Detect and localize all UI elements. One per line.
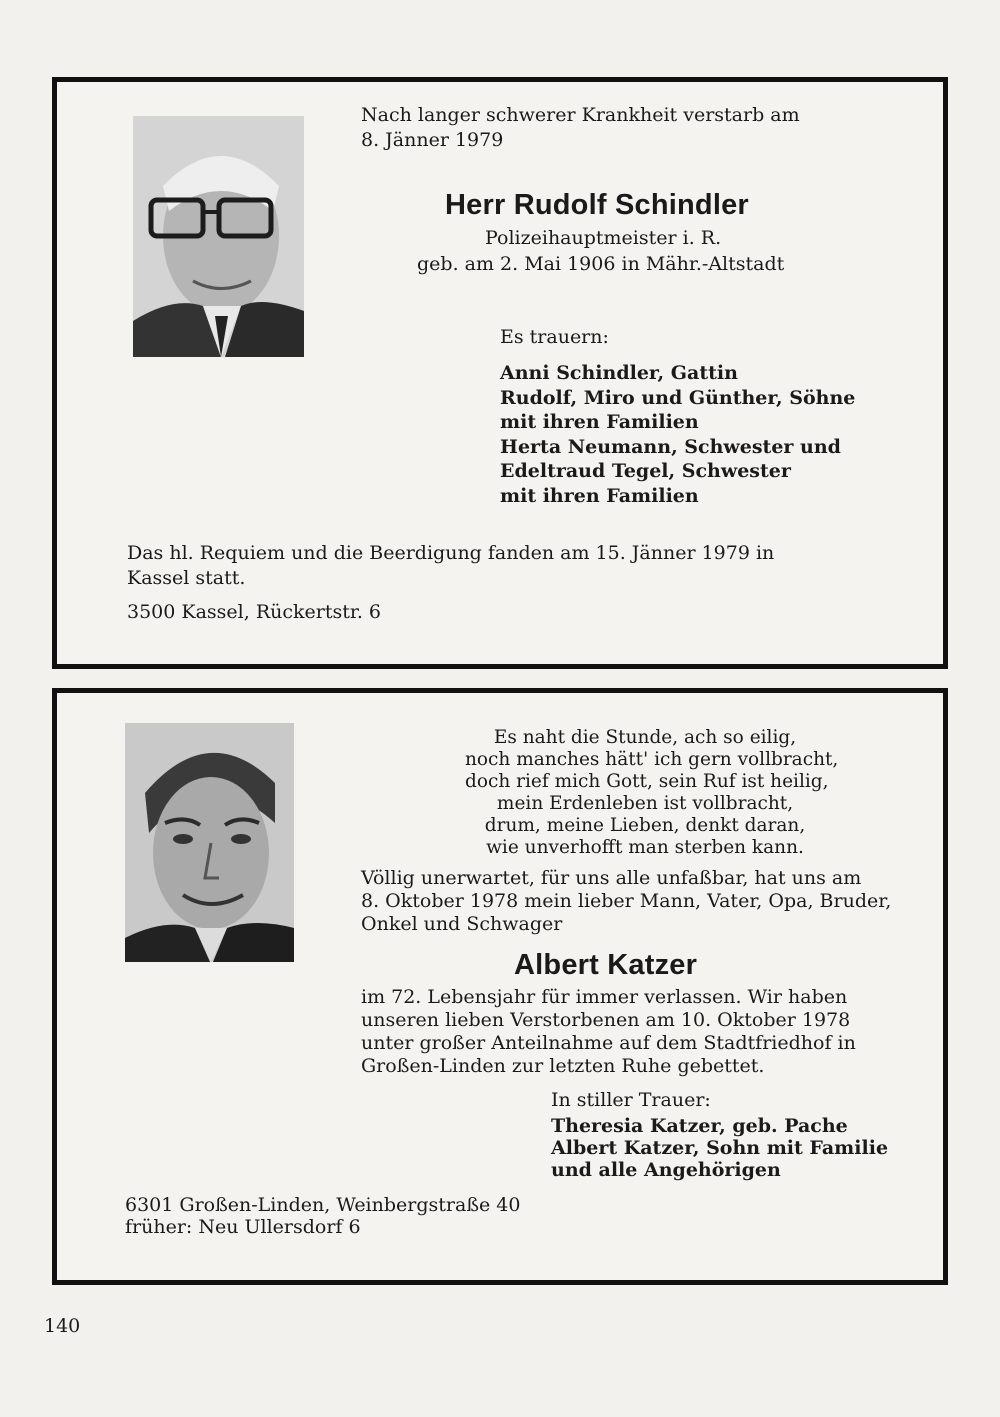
mourner-line: Albert Katzer, Sohn mit Familie [551,1137,889,1159]
death-date: 8. Jänner 1979 [361,129,504,151]
mourner-line: und alle Angehörigen [551,1159,781,1181]
mourner-line: mit ihren Familien [500,411,699,433]
verse-line: drum, meine Lieben, denkt daran, [484,815,806,836]
verse-line: Es naht die Stunde, ach so eilig, [493,727,797,748]
verse-line: noch manches hätt' ich gern vollbracht, [465,749,839,770]
birth-info: geb. am 2. Mai 1906 in Mähr.-Altstadt [417,253,785,275]
mourners-label: Es trauern: [500,326,609,348]
funeral-info-line-2: Kassel statt. [127,567,246,589]
mourner-line: Herta Neumann, Schwester und [500,436,841,458]
mourner-line: mit ihren Familien [500,485,699,507]
page-number: 140 [44,1315,81,1337]
body-line: Großen-Linden zur letzten Ruhe gebettet. [361,1055,765,1077]
mourners-label: In stiller Trauer: [551,1089,711,1111]
verse-line: wie unverhofft man sterben kann. [486,837,804,858]
body-line: unter großer Anteilnahme auf dem Stadtfriedhof in [361,1032,856,1054]
mourner-line: Anni Schindler, Gattin [500,362,738,384]
mourner-line: Theresia Katzer, geb. Pache [551,1115,848,1137]
portrait-photo-icon [133,116,304,357]
intro-line: 8. Oktober 1978 mein lieber Mann, Vater, Opa, Bruder, [361,890,892,912]
mourner-line: Edeltraud Tegel, Schwester [500,460,791,482]
mourner-line: Rudolf, Miro und Günther, Söhne [500,387,856,409]
body-line: im 72. Lebensjahr für immer verlassen. Wir haben [361,986,848,1008]
address-line: 6301 Großen-Linden, Weinbergstraße 40 [125,1194,521,1216]
body-line: unseren lieben Verstorbenen am 10. Oktober 1978 [361,1009,851,1031]
portrait-photo-schindler [133,116,304,357]
deceased-name: Herr Rudolf Schindler [445,189,749,221]
portrait-photo-katzer [125,723,294,962]
address: 3500 Kassel, Rückertstr. 6 [127,601,382,623]
funeral-info-line-1: Das hl. Requiem und die Beerdigung fanden am 15. Jänner 1979 in [127,542,775,564]
portrait-photo-icon [125,723,294,962]
intro-line: Völlig unerwartet, für uns alle unfaßbar, hat uns am [361,867,862,889]
verse-line: doch rief mich Gott, sein Ruf ist heilig, [465,771,829,792]
intro-line: Onkel und Schwager [361,913,563,935]
obituary-notice-schindler [52,77,948,669]
deceased-name: Albert Katzer [514,949,698,981]
obituary-notice-katzer [52,688,948,1285]
verse-line: mein Erdenleben ist vollbracht, [496,793,794,814]
former-address-line: früher: Neu Ullersdorf 6 [125,1216,361,1238]
deceased-title: Polizeihauptmeister i. R. [485,227,722,249]
intro-line-1: Nach langer schwerer Krankheit verstarb am [361,104,800,126]
